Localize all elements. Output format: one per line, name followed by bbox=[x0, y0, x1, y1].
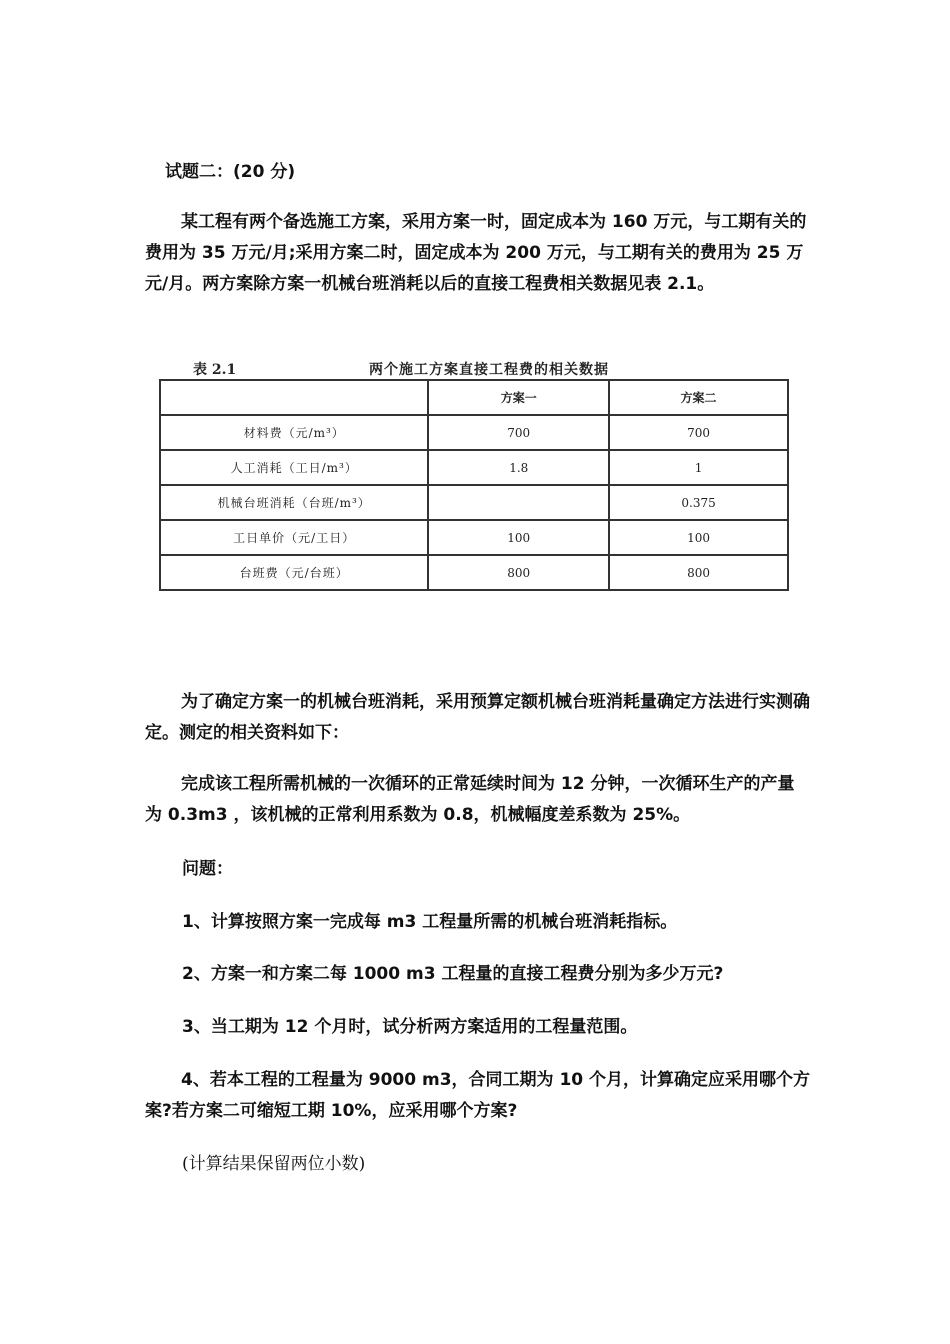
row-label: 机械台班消耗（台班/m³） bbox=[160, 485, 428, 520]
plan1-value bbox=[428, 485, 609, 520]
table-header-row bbox=[160, 380, 788, 415]
table-number: 表 2.1 bbox=[193, 362, 237, 378]
data-table-figure bbox=[157, 357, 791, 589]
table-row bbox=[160, 485, 788, 520]
data-paragraph: 完成该工程所需机械的一次循环的正常延续时间为 12 分钟，一次循环生产的产量为 0.3m3 ，该机械的正常利用系数为 0.8，机械幅度差系数为 25%。 bbox=[145, 774, 795, 825]
question-item: 4、若本工程的工程量为 9000 m3，合同工期为 10 个月，计算确定应采用哪个方案?若方案二可缩短工期 10%，应采用哪个方案? bbox=[145, 1070, 811, 1121]
table-row bbox=[160, 415, 788, 450]
header-cell: 方案一 bbox=[428, 380, 609, 415]
header-cell bbox=[160, 380, 428, 415]
plan2-value: 800 bbox=[609, 555, 788, 590]
plan2-value: 100 bbox=[609, 520, 788, 555]
intro-paragraph: 某工程有两个备选施工方案，采用方案一时，固定成本为 160 万元，与工期有关的费用为 35 万元/月;采用方案二时，固定成本为 200 万元，与工期有关的费用为 25 万元/月。两方案除方案一机械台班消耗以后的直接工程费相关数据见表 2.1。 bbox=[145, 212, 807, 294]
row-label: 人工消耗（工日/m³） bbox=[160, 450, 428, 485]
plan2-value: 1 bbox=[609, 450, 788, 485]
plan1-value: 800 bbox=[428, 555, 609, 590]
plan1-value: 1.8 bbox=[428, 450, 609, 485]
header-cell: 方案二 bbox=[609, 380, 788, 415]
questions-label: 问题： bbox=[182, 859, 233, 879]
table-row bbox=[160, 555, 788, 590]
plan2-value: 700 bbox=[609, 415, 788, 450]
measurement-paragraph: 为了确定方案一的机械台班消耗，采用预算定额机械台班消耗量确定方法进行实测确定。测定的相关资料如下： bbox=[145, 692, 810, 743]
question-item: 1、计算按照方案一完成每 m3 工程量所需的机械台班消耗指标。 bbox=[182, 912, 678, 932]
plan1-value: 100 bbox=[428, 520, 609, 555]
plan1-value: 700 bbox=[428, 415, 609, 450]
cost-data-table bbox=[159, 379, 789, 591]
table-title: 两个施工方案直接工程费的相关数据 bbox=[369, 362, 609, 378]
plan2-value: 0.375 bbox=[609, 485, 788, 520]
row-label: 材料费（元/m³） bbox=[160, 415, 428, 450]
question-heading: 试题二：(20 分) bbox=[165, 162, 296, 182]
row-label: 台班费（元/台班） bbox=[160, 555, 428, 590]
question-item: 3、当工期为 12 个月时，试分析两方案适用的工程量范围。 bbox=[182, 1017, 638, 1037]
question-item: 2、方案一和方案二每 1000 m3 工程量的直接工程费分别为多少万元? bbox=[182, 964, 724, 984]
row-label: 工日单价（元/工日） bbox=[160, 520, 428, 555]
rounding-note: (计算结果保留两位小数) bbox=[182, 1154, 366, 1174]
table-row bbox=[160, 450, 788, 485]
table-row bbox=[160, 520, 788, 555]
